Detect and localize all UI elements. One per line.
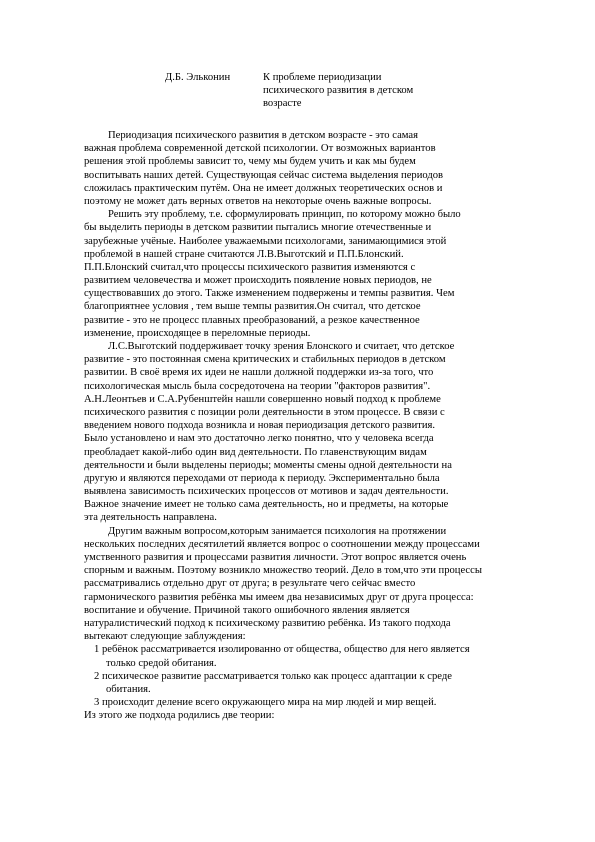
title-line: психического развития в детском bbox=[263, 85, 414, 97]
paragraph-line: развитием человечества и может происходить появление новых периодов, не bbox=[84, 275, 432, 287]
paragraph-line: развитие - это постоянная смена критических и стабильных периодов в детском bbox=[84, 354, 446, 366]
paragraph-line: проблемой в нашей стране считаются Л.В.Выготский и П.П.Блонский. bbox=[84, 248, 404, 260]
paragraph-line: сложилась практическим путём. Она не имеет должных теоретических основ и bbox=[84, 182, 443, 194]
paragraph-line: вытекают следующие заблуждения: bbox=[84, 631, 246, 643]
paragraph-line: гармонического развития ребёнка мы имеем два независимых друг от друга процесса: bbox=[84, 591, 474, 603]
paragraph-line: психологическая мысль была сосредоточена на теории "факторов развития". bbox=[84, 380, 431, 392]
list-item-line: только средой обитания. bbox=[106, 657, 217, 669]
paragraph-line: благоприятнее условия , тем выше темпы развития.Он считал, что детское bbox=[84, 301, 421, 313]
paragraph-line: натуралистический подход к психическому развитию ребёнка. Из такого подхода bbox=[84, 617, 451, 629]
paragraph-line: умственного развития и процессами развития личности. Этот вопрос является очень bbox=[84, 552, 467, 563]
list-item-line: 2 психическое развитие рассматривается только как процесс адаптации к среде bbox=[94, 670, 452, 682]
paragraph-line: поэтому не может дать верных ответов на некоторые очень важные вопросы. bbox=[84, 195, 432, 207]
paragraph-line: воспитание и обучение. Причиной такого ошибочного явления является bbox=[84, 604, 410, 616]
paragraph-line: существовавших до этого. Также изменением подвержены и темпы развития. Чем bbox=[84, 288, 455, 300]
paragraph-line: Было установлено и нам это достаточно легко понятно, что у человека всегда bbox=[84, 433, 434, 445]
paragraph-line: Л.С.Выготский поддерживает точку зрения Блонского и считает, что детское bbox=[108, 341, 455, 352]
list-item-line: 3 происходит деление всего окружающего мира на мир людей и мир вещей. bbox=[94, 697, 437, 709]
list-item-line: обитания. bbox=[106, 683, 151, 695]
paragraph-line: спорным и важным. Поэтому возникло множество теорий. Дело в том,что эти процессы bbox=[84, 565, 482, 577]
paragraph-line: введением нового подхода возникла и новая периодизация детского развития. bbox=[84, 420, 436, 432]
document-body bbox=[84, 129, 504, 722]
paragraph-line: П.П.Блонский считал,что процессы психического развития изменяются с bbox=[84, 261, 416, 273]
paragraph-line: Решить эту проблему, т.е. сформулировать принцип, по которому можно было bbox=[108, 209, 461, 221]
title-line: К проблеме периодизации bbox=[263, 72, 382, 83]
paragraph-line: бы выделить периоды в детском развитии пытались многие отечественные и bbox=[84, 222, 432, 234]
paragraph-line: рассматривались отдельно друг от друга; в результате чего сейчас вместо bbox=[84, 578, 416, 590]
paragraph-line: Важное значение имеет не только сама деятельность, но и предметы, на которые bbox=[84, 499, 449, 511]
paragraph-line: другую и являются переходами от периода к периоду. Экспериментально была bbox=[84, 472, 440, 484]
paragraph-line: развитие - это не процесс плавных преобразований, а резкое качественное bbox=[84, 314, 420, 326]
paragraph-line: важная проблема современной детской психологии. От возможных вариантов bbox=[84, 143, 436, 155]
paragraph-line: эта деятельность направлена. bbox=[84, 512, 217, 524]
paragraph-line: А.Н.Леонтьев и С.А.Рубенштейн нашли совершенно новый подход к проблеме bbox=[84, 393, 441, 405]
paragraph-line: Периодизация психического развития в детском возрасте - это самая bbox=[108, 130, 418, 141]
paragraph-line: нескольких последних десятилетий является вопрос о соотношении между процессами bbox=[84, 538, 480, 550]
paragraph-line: воспитывать наших детей. Существующая сейчас система выделения периодов bbox=[84, 169, 444, 181]
list-item-line: 1 ребёнок рассматривается изолированно от общества, общество для него является bbox=[94, 644, 470, 656]
author-name: Д.Б. Эльконин bbox=[165, 72, 231, 83]
paragraph-line: изменение, происходящее в переломные периоды. bbox=[84, 327, 311, 339]
paragraph-line: развитии. В своё время их идеи не нашли должной поддержки из-за того, что bbox=[84, 367, 434, 379]
paragraph-line: выявлена зависимость психических процессов от мотивов и задач деятельности. bbox=[84, 486, 449, 498]
paragraph-line: деятельности и были выделены периоды; моменты смены одной деятельности на bbox=[84, 459, 452, 471]
paragraph-line: зарубежные учёные. Наиболее уважаемыми психологами, занимающимися этой bbox=[84, 235, 447, 247]
closing-line: Из этого же подхода родились две теории: bbox=[84, 710, 275, 722]
document-title bbox=[263, 71, 443, 111]
paragraph-line: психического развития с позиции роли деятельности в этом процессе. В связи с bbox=[84, 406, 445, 418]
paragraph-line: Другим важным вопросом,которым занимается психология на протяжении bbox=[108, 525, 447, 537]
title-line: возрасте bbox=[263, 98, 302, 110]
paragraph-line: решения этой проблемы зависит то, чему мы будем учить и как мы будем bbox=[84, 156, 416, 168]
paragraph-line: преобладает какой-либо один вид деятельности. По главенствующим видам bbox=[84, 446, 427, 458]
